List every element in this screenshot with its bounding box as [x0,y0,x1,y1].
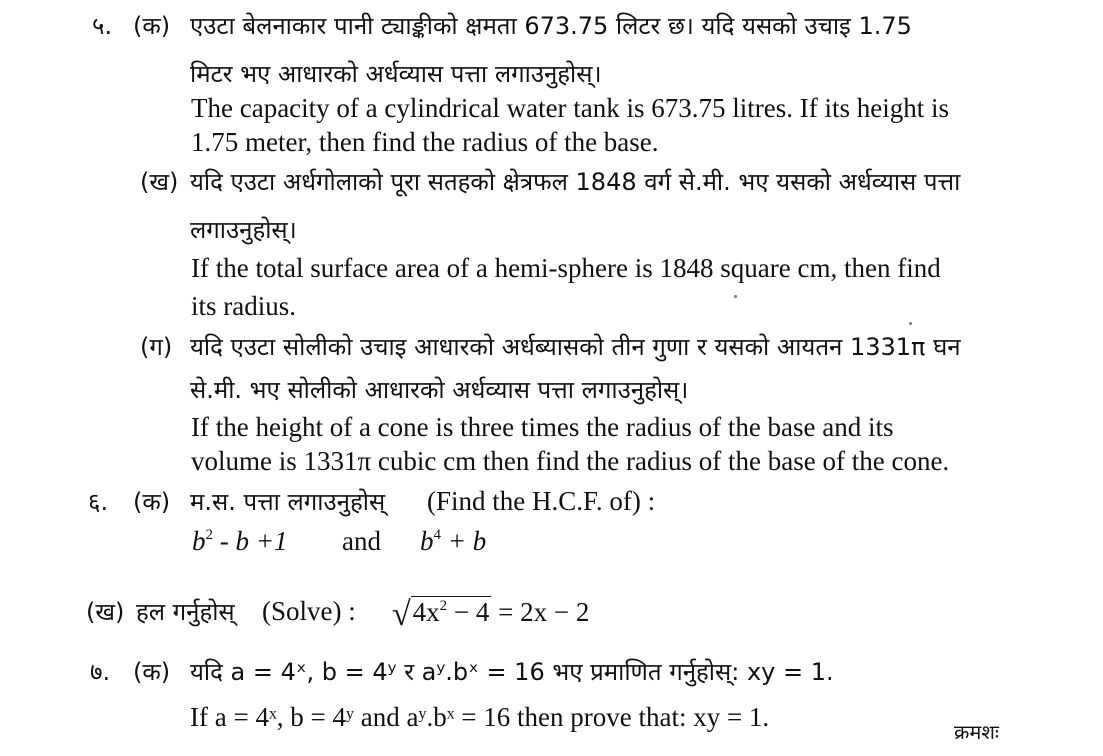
radicand-constant: − 4 [447,597,490,627]
q6b-equation [392,594,590,633]
q6a-english-text: (Find the H.C.F. of) : [427,486,656,516]
q5a-nepali-line2: मिटर भए आधारको अर्धव्यास पत्ता लगाउनुहोस्। [190,60,602,88]
q7a-label: (क) [133,658,171,686]
q6b-english-text: (Solve) : [262,596,356,626]
q6a-label: (क) [133,488,171,516]
q6b-label: (ख) [86,598,125,626]
q5a-nepali-line1: एउटा बेलनाकार पानी ट्याङ्कीको क्षमता 673.75 लिटर छ। यदि यसको उचाइ 1.75 [190,12,912,40]
q5c-english-line1: If the height of a cone is three times the radius of the base and its [191,412,894,442]
q5b-english-line2: its radius. [191,291,296,321]
radicand-exponent: 2 [439,598,448,614]
scan-speck [734,295,737,298]
q5a-english-line2: 1.75 meter, then find the radius of the base. [191,127,659,157]
continued-marker: क्रमशः [954,720,999,744]
q7a-english-text: If a = 4ˣ, b = 4ʸ and aʸ.bˣ = 16 then prove that: xy = 1. [190,702,770,732]
q6a-expression-2 [420,528,486,555]
q5c-label: (ग) [140,333,173,361]
radical-sign: √ [392,596,411,633]
q6a-expr1-rest: - b +1 [213,526,288,556]
q5b-nepali-line1: यदि एउटा अर्धगोलाको पूरा सतहको क्षेत्रफल 1848 वर्ग से.मी. भए यसको अर्धव्यास पत्ता [190,168,961,196]
sqrt-symbol [392,594,491,633]
q6a-expr2-base: b [420,526,434,556]
q6a-expression-1 [192,528,287,555]
q6a-expr1-base: b [192,526,206,556]
scan-speck [909,322,912,325]
q6a-expr1-exponent: 2 [205,527,213,543]
q6a-nepali-text: म.स. पत्ता लगाउनुहोस् [190,488,386,516]
q6a-expr2-exponent: 4 [433,527,441,543]
q5c-english-line2: volume is 1331π cubic cm then find the radius of the base of the cone. [191,446,950,476]
q6a-expr2-rest: + b [441,526,487,556]
q5a-label: (क) [133,12,171,40]
radicand-term: 4x [412,597,440,627]
q5c-nepali-line1: यदि एउटा सोलीको उचाइ आधारको अर्धब्यासको तीन गुणा र यसको आयतन 1331π घन [190,333,961,361]
q5b-label: (ख) [140,168,179,196]
q6-number: ६. [88,488,109,516]
q7-number: ७. [90,658,111,686]
q7a-nepali-text: यदि a = 4ˣ, b = 4ʸ र aʸ.bˣ = 16 भए प्रमाणित गर्नुहोस्: xy = 1. [190,658,834,686]
q5-number: ५. [92,12,113,40]
q5a-english-line1: The capacity of a cylindrical water tank is 673.75 litres. If its height is [191,93,950,123]
q5b-nepali-line2: लगाउनुहोस्। [190,216,297,244]
radicand [411,596,492,626]
q6a-and: and [342,526,381,556]
q6b-nepali-text: हल गर्नुहोस् [136,598,235,626]
q5b-english-line1: If the total surface area of a hemi-sphere is 1848 square cm, then find [191,253,941,283]
q5c-nepali-line2: से.मी. भए सोलीको आधारको अर्धव्यास पत्ता लगाउनुहोस्। [190,376,689,404]
equation-rhs: = 2x − 2 [491,597,590,627]
